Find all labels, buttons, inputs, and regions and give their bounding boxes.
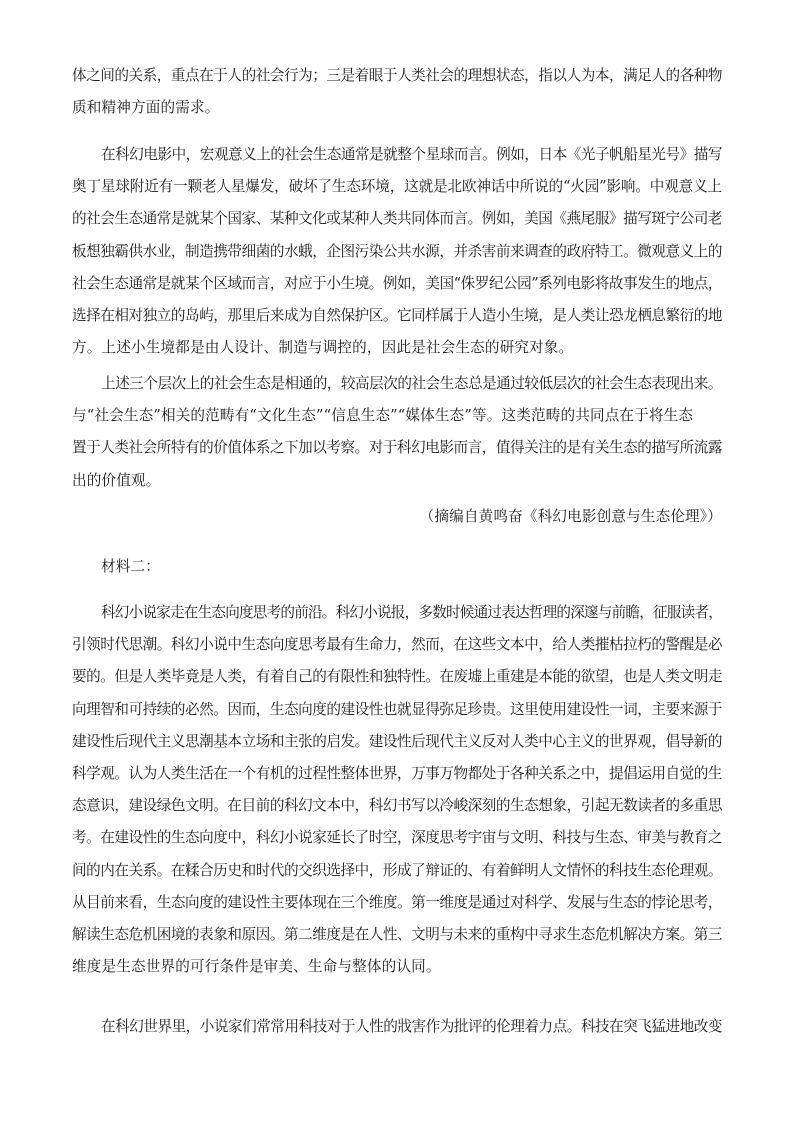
paragraph-continuation	[72, 60, 722, 124]
text-line: 在科幻电影中，宏观意义上的社会生态通常是就整个星球而言。例如，日本《光子帆船星光号》描写	[101, 146, 722, 163]
text-line: 科幻小说家走在生态向度思考的前沿。科幻小说报，多数时候通过表达哲理的深邃与前瞻，征服读者，	[101, 604, 722, 621]
paragraph-sci-fi-ecology	[72, 139, 722, 364]
text-line: 上述三个层次上的社会生态是相通的，较高层次的社会生态总是通过较低层次的社会生态表现出来。	[101, 375, 722, 392]
text-line: 选择在相对独立的岛屿，那里后来成为自然保护区。它同样属于人造小生境，是人类让恐龙栖息繁衍的地	[72, 306, 722, 324]
text-line: （摘编自黄鸣奋《科幻电影创意与生态伦理》）	[419, 508, 722, 525]
text-line: 材料二：	[101, 558, 160, 575]
text-line: 出的价值观。	[72, 471, 161, 489]
text-line: 质和精神方面的需求。	[72, 99, 220, 117]
text-line: 板想独霸供水业，制造携带细菌的水蛾，企图污染公共水源，并杀害前来调查的政府特工。微观意义上的	[72, 242, 722, 260]
text-line: 奥丁星球附近有一颗老人星爆发，破坏了生态环境，这就是北欧神话中所说的“火园”影响。中观意义上	[72, 178, 722, 196]
text-line: 在科幻世界里，小说家们常常用科技对于人性的戕害作为批评的伦理着力点。科技在突飞猛进地改变	[101, 1018, 722, 1035]
text-line: 态意识，建设绿色文明。在目前的科幻文本中，科幻书写以冷峻深刻的生态想象，引起无数读者的多重思	[72, 797, 722, 815]
text-line: 考。在建设性的生态向度中，科幻小说家延长了时空，深度思考宇宙与文明、科技与生态、审美与教育之	[72, 829, 722, 847]
text-line: 社会生态通常是就某个区域而言，对应于小生境。例如，美国“侏罗纪公园”系列电影将故事发生的地点，	[72, 274, 722, 292]
text-line: 与“社会生态”相关的范畴有“文化生态”“信息生态”“媒体生态”等。这类范畴的共同点在于将生态	[72, 407, 694, 425]
paragraph-constructive-ecology	[72, 597, 722, 983]
text-line: 的社会生态通常是就某个国家、某种文化或某种人类共同体而言。例如，美国《燕尾服》描写斑宁公司老	[72, 210, 722, 228]
paragraph-tech-ethics	[72, 1011, 722, 1043]
text-line: 解读生态危机困境的表象和原因。第二维度是在人性、文明与未来的重构中寻求生态危机解决方案。第三	[72, 925, 722, 943]
text-line: 维度是生态世界的可行条件是审美、生命与整体的认同。	[72, 958, 441, 976]
text-line: 建设性后现代主义思潮基本立场和主张的启发。建设性后现代主义反对人类中心主义的世界观，倡导新的	[72, 732, 722, 750]
text-line: 体之间的关系，重点在于人的社会行为；三是着眼于人类社会的理想状态，指以人为本，满足人的各种物	[72, 67, 722, 84]
text-line: 置于人类社会所特有的价值体系之下加以考察。对于科幻电影而言，值得关注的是有关生态的描写所流露	[72, 439, 722, 457]
text-line: 科学观。认为人类生活在一个有机的过程性整体世界，万事万物都处于各种关系之中，提倡运用自觉的生	[72, 764, 722, 782]
paragraph-three-levels	[72, 368, 722, 497]
material-label	[72, 551, 722, 583]
text-line: 要的。但是人类毕竟是人类，有着自己的有限性和独特性。在废墟上重建是本能的欲望，也是人类文明走	[72, 668, 722, 686]
text-line: 向理智和可持续的必然。因而，生态向度的建设性也就显得弥足珍贵。这里使用建设性一词，主要来源于	[72, 700, 722, 718]
text-line: 从目前来看，生态向度的建设性主要体现在三个维度。第一维度是通过对科学、发展与生态的悖论思考，	[72, 893, 722, 911]
text-line: 方。上述小生境都是由人设计、制造与调控的，因此是社会生态的研究对象。	[72, 339, 574, 357]
source-citation	[72, 501, 726, 533]
text-line: 引领时代思潮。科幻小说中生态向度思考最有生命力，然而，在这些文本中，给人类摧枯拉朽的警醒是必	[72, 636, 722, 654]
text-line: 间的内在关系。在糅合历史和时代的交织选择中，形成了辩证的、有着鲜明人文情怀的科技生态伦理观。	[72, 861, 722, 879]
